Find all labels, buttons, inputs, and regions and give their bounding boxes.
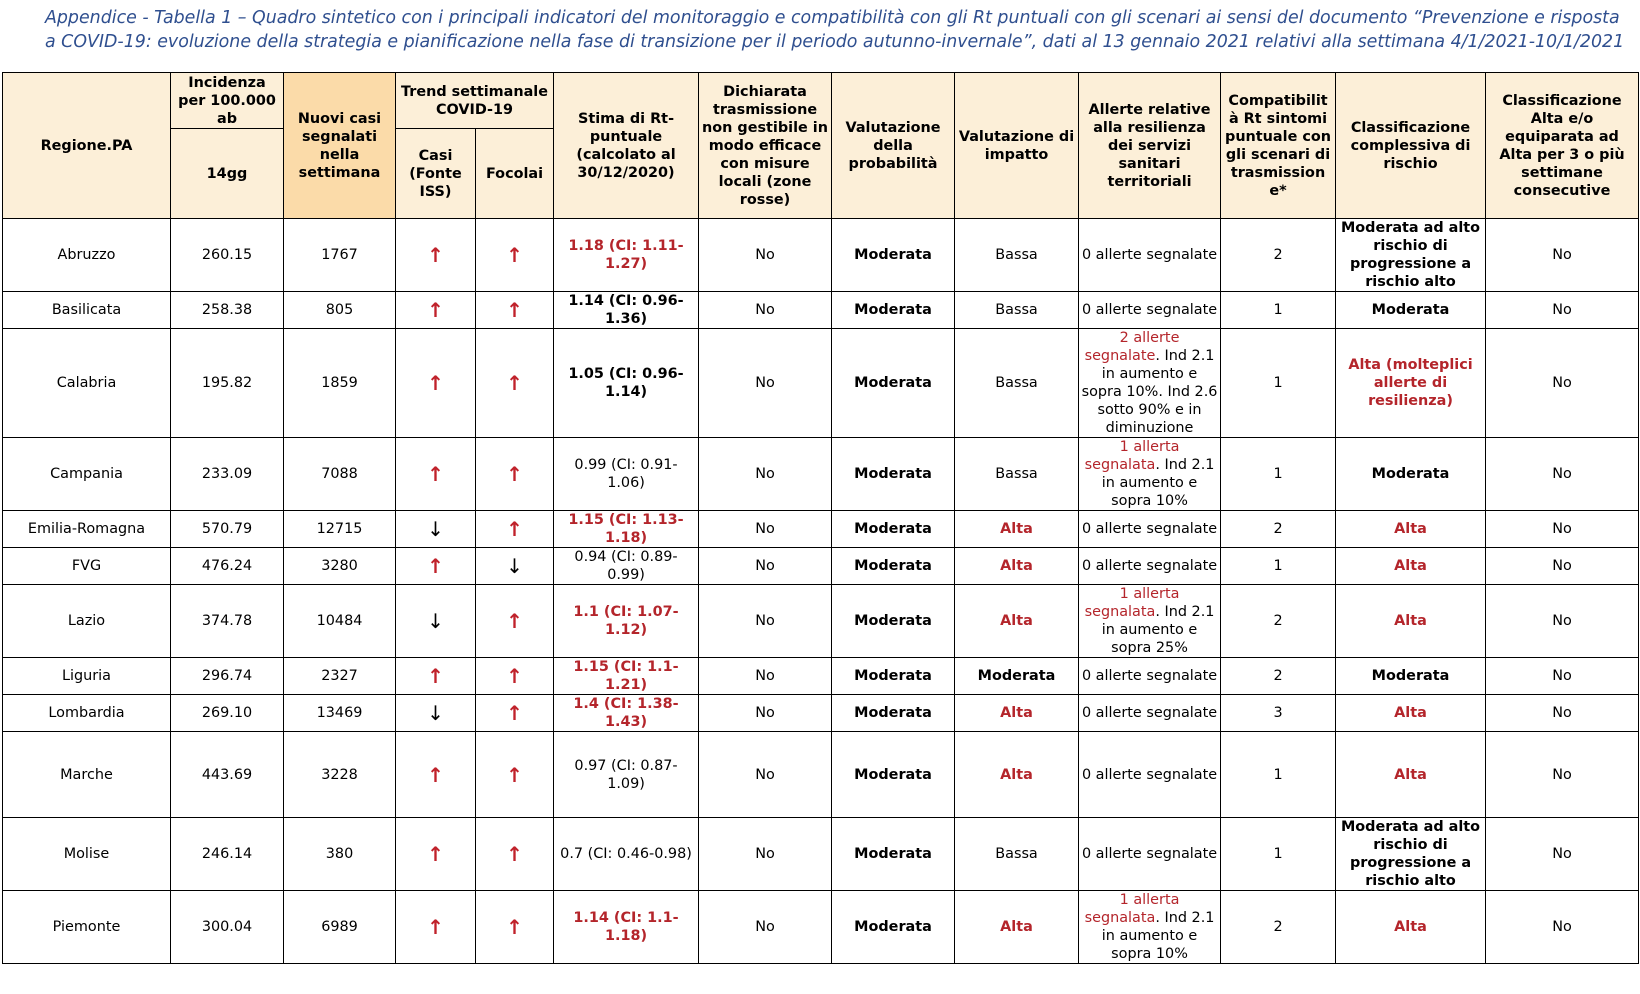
header-regione: Regione.PA [3, 73, 171, 219]
cell-allerte [1079, 438, 1221, 511]
cell-incidenza: 570.79 [171, 511, 284, 548]
cell-regione: Abruzzo [3, 219, 171, 292]
cell-dichiarata: No [699, 292, 832, 329]
cell-allerte [1079, 891, 1221, 964]
header-dichiarata: Dichiarata trasmissione non gestibile in modo efficace con misure locali (zone rosse) [699, 73, 832, 219]
header-incidenza-14gg: 14gg [171, 129, 284, 219]
cell-incidenza: 260.15 [171, 219, 284, 292]
cell-classificazione: Moderata ad alto rischio di progressione a rischio alto [1336, 818, 1486, 891]
cell-regione: FVG [3, 548, 171, 585]
cell-regione: Calabria [3, 329, 171, 438]
header-compatibilita: Compatibilit à Rt sintomi puntuale con gli scenari di trasmission e* [1221, 73, 1336, 219]
cell-incidenza: 233.09 [171, 438, 284, 511]
cell-impatto: Moderata [955, 658, 1079, 695]
cell-trend-casi: ↑ [396, 329, 476, 438]
allerte-text: . Ind 2.1 in aumento e sopra 25% [1101, 604, 1215, 656]
cell-compatibilita: 1 [1221, 732, 1336, 818]
cell-nuovi-casi: 3280 [284, 548, 396, 585]
cell-nuovi-casi: 12715 [284, 511, 396, 548]
cell-nuovi-casi: 1859 [284, 329, 396, 438]
cell-regione: Liguria [3, 658, 171, 695]
cell-compatibilita: 1 [1221, 818, 1336, 891]
cell-trend-focolai: ↑ [476, 818, 554, 891]
cell-trend-focolai: ↑ [476, 585, 554, 658]
cell-rt: 0.94 (CI: 0.89-0.99) [554, 548, 699, 585]
cell-incidenza: 246.14 [171, 818, 284, 891]
allerte-count: 1 allerta segnalata [1084, 892, 1180, 926]
cell-dichiarata: No [699, 438, 832, 511]
caption-line-1: Appendice - Tabella 1 – Quadro sintetico con i principali indicatori del monitoraggio e compatibilità con gli Rt puntuali con gli scenari ai sensi del documento “Prevenzione e risposta [45, 8, 1620, 28]
cell-probabilita: Moderata [832, 511, 955, 548]
cell-trend-focolai: ↑ [476, 438, 554, 511]
cell-alta3: No [1486, 818, 1639, 891]
header-casi: Casi (Fonte ISS) [396, 129, 476, 219]
allerte-count: 1 allerta segnalata [1084, 439, 1180, 473]
allerte-text: . Ind 2.1 in aumento e sopra 10% [1101, 910, 1215, 962]
monitoring-table [2, 72, 1639, 964]
header-focolai: Focolai [476, 129, 554, 219]
cell-allerte [1079, 658, 1221, 695]
allerte-text: 0 allerte segnalate [1081, 846, 1218, 862]
header-impatto: Valutazione di impatto [955, 73, 1079, 219]
cell-incidenza: 374.78 [171, 585, 284, 658]
cell-classificazione: Moderata [1336, 292, 1486, 329]
cell-trend-casi: ↑ [396, 548, 476, 585]
cell-probabilita: Moderata [832, 891, 955, 964]
cell-classificazione: Alta [1336, 891, 1486, 964]
cell-impatto: Bassa [955, 292, 1079, 329]
cell-compatibilita: 2 [1221, 511, 1336, 548]
cell-compatibilita: 1 [1221, 548, 1336, 585]
cell-impatto: Alta [955, 548, 1079, 585]
cell-incidenza: 195.82 [171, 329, 284, 438]
cell-alta3: No [1486, 511, 1639, 548]
cell-allerte [1079, 818, 1221, 891]
table-row [3, 329, 1639, 438]
cell-impatto: Bassa [955, 329, 1079, 438]
allerte-text: . Ind 2.1 in aumento e sopra 10%. Ind 2.6 sotto 90% e in diminuzione [1081, 348, 1218, 436]
cell-allerte [1079, 329, 1221, 438]
cell-dichiarata: No [699, 511, 832, 548]
cell-trend-focolai: ↑ [476, 658, 554, 695]
cell-allerte [1079, 219, 1221, 292]
cell-regione: Emilia-Romagna [3, 511, 171, 548]
allerte-text: 0 allerte segnalate [1081, 705, 1218, 721]
cell-classificazione: Moderata [1336, 438, 1486, 511]
cell-classificazione: Alta [1336, 585, 1486, 658]
cell-incidenza: 443.69 [171, 732, 284, 818]
cell-dichiarata: No [699, 658, 832, 695]
cell-incidenza: 296.74 [171, 658, 284, 695]
cell-compatibilita: 1 [1221, 329, 1336, 438]
cell-probabilita: Moderata [832, 438, 955, 511]
cell-rt: 1.05 (CI: 0.96-1.14) [554, 329, 699, 438]
cell-compatibilita: 3 [1221, 695, 1336, 732]
cell-regione: Basilicata [3, 292, 171, 329]
cell-alta3: No [1486, 585, 1639, 658]
allerte-text: 0 allerte segnalate [1081, 521, 1218, 537]
cell-allerte [1079, 548, 1221, 585]
cell-rt: 1.15 (CI: 1.1-1.21) [554, 658, 699, 695]
cell-compatibilita: 2 [1221, 585, 1336, 658]
cell-trend-focolai: ↑ [476, 511, 554, 548]
table-row [3, 658, 1639, 695]
cell-dichiarata: No [699, 585, 832, 658]
cell-trend-casi: ↓ [396, 511, 476, 548]
cell-impatto: Alta [955, 891, 1079, 964]
cell-probabilita: Moderata [832, 658, 955, 695]
table-row [3, 438, 1639, 511]
cell-impatto: Bassa [955, 818, 1079, 891]
cell-classificazione: Alta [1336, 511, 1486, 548]
allerte-text: 0 allerte segnalate [1081, 558, 1218, 574]
cell-dichiarata: No [699, 219, 832, 292]
allerte-text: 0 allerte segnalate [1081, 247, 1218, 263]
cell-regione: Campania [3, 438, 171, 511]
caption-line-2: a COVID-19: evoluzione della strategia e pianificazione nella fase di transizione per il periodo autunno-invernale”, dati al 13 gennaio 2021 relativi alla settimana 4/1/2021-10/1/2021 [45, 32, 1625, 52]
header-trend: Trend settimanale COVID-19 [396, 73, 554, 129]
cell-classificazione: Alta [1336, 732, 1486, 818]
cell-alta3: No [1486, 695, 1639, 732]
allerte-count: 2 allerte segnalate [1084, 330, 1180, 364]
cell-probabilita: Moderata [832, 732, 955, 818]
cell-regione: Molise [3, 818, 171, 891]
cell-trend-casi: ↑ [396, 818, 476, 891]
cell-trend-focolai: ↑ [476, 732, 554, 818]
cell-alta3: No [1486, 438, 1639, 511]
cell-nuovi-casi: 1767 [284, 219, 396, 292]
cell-nuovi-casi: 3228 [284, 732, 396, 818]
cell-classificazione: Alta [1336, 695, 1486, 732]
cell-nuovi-casi: 10484 [284, 585, 396, 658]
header-incidenza: Incidenza per 100.000 ab [171, 73, 284, 129]
cell-trend-focolai: ↑ [476, 219, 554, 292]
cell-trend-focolai: ↑ [476, 292, 554, 329]
cell-dichiarata: No [699, 891, 832, 964]
cell-impatto: Bassa [955, 438, 1079, 511]
cell-alta3: No [1486, 548, 1639, 585]
cell-nuovi-casi: 13469 [284, 695, 396, 732]
cell-compatibilita: 2 [1221, 891, 1336, 964]
cell-nuovi-casi: 805 [284, 292, 396, 329]
cell-allerte [1079, 695, 1221, 732]
cell-compatibilita: 1 [1221, 292, 1336, 329]
header-classificazione: Classificazione complessiva di rischio [1336, 73, 1486, 219]
header-probabilita: Valutazione della probabilità [832, 73, 955, 219]
cell-probabilita: Moderata [832, 818, 955, 891]
cell-rt: 1.4 (CI: 1.38-1.43) [554, 695, 699, 732]
cell-alta3: No [1486, 292, 1639, 329]
cell-compatibilita: 2 [1221, 658, 1336, 695]
cell-trend-casi: ↓ [396, 695, 476, 732]
cell-alta3: No [1486, 329, 1639, 438]
cell-impatto: Alta [955, 695, 1079, 732]
table-row [3, 585, 1639, 658]
cell-trend-casi: ↑ [396, 732, 476, 818]
cell-alta3: No [1486, 658, 1639, 695]
header-nuovi-casi: Nuovi casi segnalati nella settimana [284, 73, 396, 219]
table-row [3, 292, 1639, 329]
cell-nuovi-casi: 7088 [284, 438, 396, 511]
cell-probabilita: Moderata [832, 329, 955, 438]
allerte-count: 1 allerta segnalata [1084, 586, 1180, 620]
cell-impatto: Alta [955, 511, 1079, 548]
cell-dichiarata: No [699, 548, 832, 585]
cell-trend-focolai: ↓ [476, 548, 554, 585]
header-allerte: Allerte relative alla resilienza dei servizi sanitari territoriali [1079, 73, 1221, 219]
cell-incidenza: 269.10 [171, 695, 284, 732]
cell-compatibilita: 1 [1221, 438, 1336, 511]
cell-regione: Piemonte [3, 891, 171, 964]
cell-trend-focolai: ↑ [476, 891, 554, 964]
allerte-text: . Ind 2.1 in aumento e sopra 10% [1101, 457, 1215, 509]
cell-nuovi-casi: 380 [284, 818, 396, 891]
cell-incidenza: 300.04 [171, 891, 284, 964]
allerte-text: 0 allerte segnalate [1081, 668, 1218, 684]
cell-nuovi-casi: 2327 [284, 658, 396, 695]
cell-trend-casi: ↑ [396, 891, 476, 964]
table-row [3, 891, 1639, 964]
cell-alta3: No [1486, 219, 1639, 292]
header-alta3: Classificazione Alta e/o equiparata ad Alta per 3 o più settimane consecutive [1486, 73, 1639, 219]
cell-alta3: No [1486, 891, 1639, 964]
cell-allerte [1079, 585, 1221, 658]
cell-classificazione: Alta [1336, 548, 1486, 585]
cell-classificazione: Moderata [1336, 658, 1486, 695]
table-row [3, 548, 1639, 585]
cell-rt: 1.1 (CI: 1.07-1.12) [554, 585, 699, 658]
cell-rt: 0.99 (CI: 0.91-1.06) [554, 438, 699, 511]
cell-dichiarata: No [699, 329, 832, 438]
cell-rt: 1.14 (CI: 0.96-1.36) [554, 292, 699, 329]
cell-impatto: Alta [955, 732, 1079, 818]
cell-probabilita: Moderata [832, 585, 955, 658]
cell-trend-focolai: ↑ [476, 329, 554, 438]
cell-allerte [1079, 732, 1221, 818]
cell-allerte [1079, 292, 1221, 329]
cell-trend-focolai: ↑ [476, 695, 554, 732]
cell-rt: 1.15 (CI: 1.13-1.18) [554, 511, 699, 548]
cell-probabilita: Moderata [832, 548, 955, 585]
cell-trend-casi: ↑ [396, 658, 476, 695]
cell-allerte [1079, 511, 1221, 548]
cell-rt: 0.97 (CI: 0.87-1.09) [554, 732, 699, 818]
table-row [3, 511, 1639, 548]
cell-dichiarata: No [699, 818, 832, 891]
table-row [3, 732, 1639, 818]
cell-dichiarata: No [699, 695, 832, 732]
cell-nuovi-casi: 6989 [284, 891, 396, 964]
cell-rt: 0.7 (CI: 0.46-0.98) [554, 818, 699, 891]
allerte-text: 0 allerte segnalate [1081, 766, 1218, 783]
cell-impatto: Alta [955, 585, 1079, 658]
cell-incidenza: 476.24 [171, 548, 284, 585]
table-row [3, 219, 1639, 292]
cell-rt: 1.14 (CI: 1.1-1.18) [554, 891, 699, 964]
cell-probabilita: Moderata [832, 695, 955, 732]
cell-regione: Lazio [3, 585, 171, 658]
cell-compatibilita: 2 [1221, 219, 1336, 292]
cell-incidenza: 258.38 [171, 292, 284, 329]
cell-trend-casi: ↑ [396, 292, 476, 329]
table-row [3, 818, 1639, 891]
table-row [3, 695, 1639, 732]
cell-rt: 1.18 (CI: 1.11-1.27) [554, 219, 699, 292]
header-rt: Stima di Rt-puntuale (calcolato al 30/12/2020) [554, 73, 699, 219]
cell-regione: Marche [3, 732, 171, 818]
cell-trend-casi: ↑ [396, 438, 476, 511]
cell-classificazione: Moderata ad alto rischio di progressione a rischio alto [1336, 219, 1486, 292]
cell-probabilita: Moderata [832, 219, 955, 292]
cell-dichiarata: No [699, 732, 832, 818]
table-body [3, 219, 1639, 964]
cell-classificazione: Alta (molteplici allerte di resilienza) [1336, 329, 1486, 438]
cell-trend-casi: ↑ [396, 219, 476, 292]
cell-trend-casi: ↓ [396, 585, 476, 658]
table-caption [45, 6, 1625, 54]
cell-probabilita: Moderata [832, 292, 955, 329]
cell-regione: Lombardia [3, 695, 171, 732]
allerte-text: 0 allerte segnalate [1081, 302, 1218, 318]
cell-alta3: No [1486, 732, 1639, 818]
cell-impatto: Bassa [955, 219, 1079, 292]
